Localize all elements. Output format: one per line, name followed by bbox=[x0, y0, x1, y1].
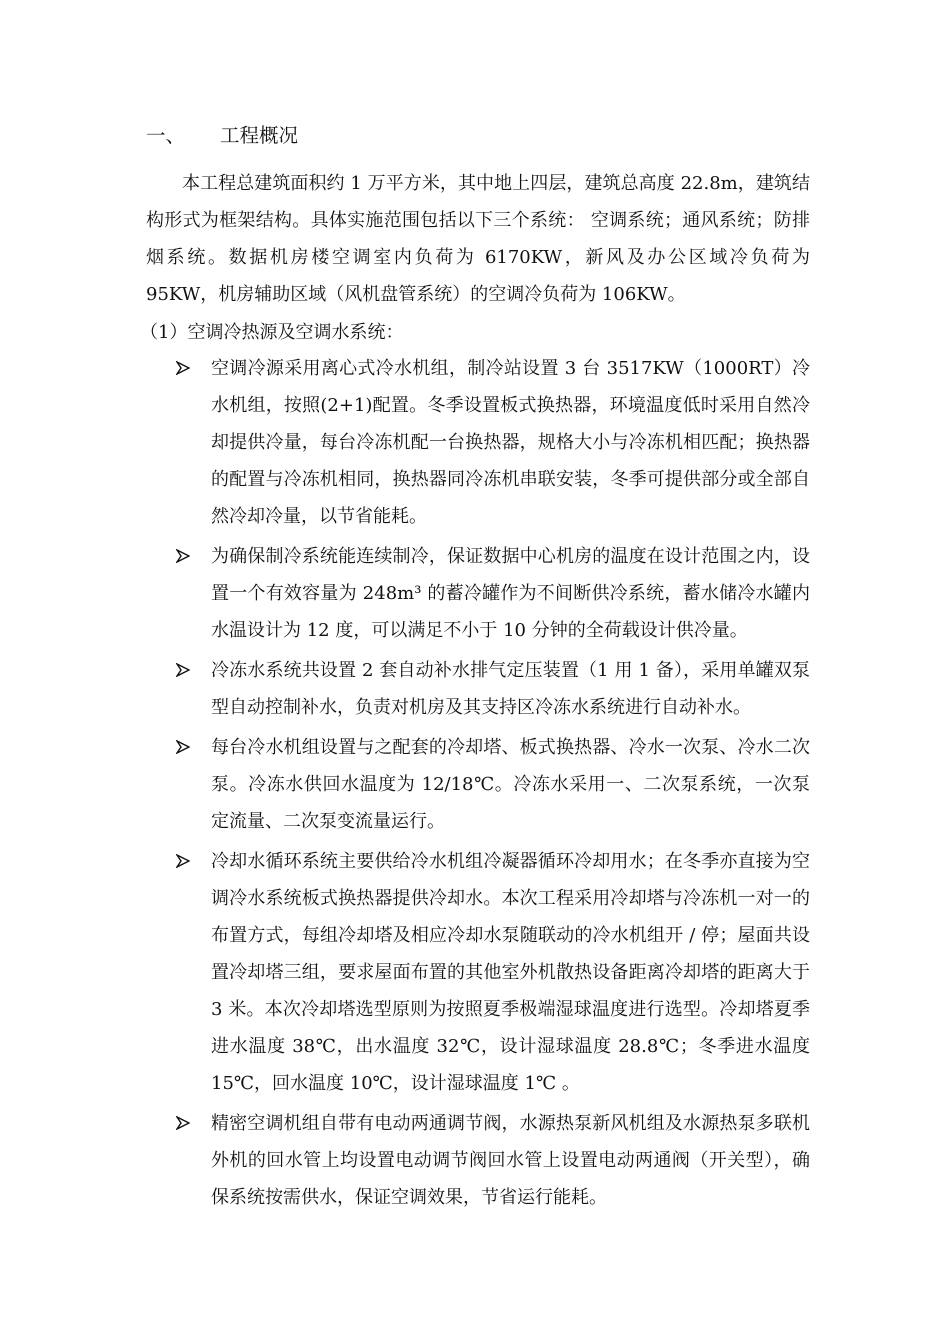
bullet-item bbox=[176, 538, 810, 649]
bullet-item bbox=[176, 843, 810, 1102]
arrowhead-bullet-icon bbox=[176, 549, 190, 563]
bullet-item bbox=[176, 652, 810, 726]
subsection-title: （1）空调冷热源及空调水系统： bbox=[140, 322, 404, 343]
bullet-text: 冷却水循环系统主要供给冷水机组冷凝器循环冷却用水；在冬季亦直接为空调冷水系统板式换热器提供冷却水。本次工程采用冷却塔与冷冻机一对一的布置方式，每组冷却塔及相应冷却水泵随联动的冷水机组开 / 停；屋面共设置冷却塔三组，要求屋面布置的其他室外机散热设备距离冷却塔的距离大于 3 米。本次冷却塔选型原则为按照夏季极端湿球温度进行选型。冷却塔夏季进水温度 38℃，出水温度 32℃，设计湿球温度 28.8℃；冬季进水温度 15℃，回水温度 10℃，设计湿球温度 1℃ 。 bbox=[211, 851, 810, 1094]
bullet-text: 每台冷水机组设置与之配套的冷却塔、板式换热器、冷水一次泵、冷水二次泵。冷冻水供回水温度为 12/18℃。冷冻水采用一、二次泵系统，一次泵定流量、二次泵变流量运行。 bbox=[211, 737, 810, 832]
arrowhead-bullet-icon bbox=[176, 854, 190, 868]
bullet-text: 为确保制冷系统能连续制冷，保证数据中心机房的温度在设计范围之内，设置一个有效容量为 248m³ 的蓄冷罐作为不间断供冷系统，蓄水储冷水罐内水温设计为 12 度，可以满足不小于 10 分钟的全荷载设计供冷量。 bbox=[211, 546, 810, 641]
section-heading bbox=[146, 122, 298, 150]
arrowhead-bullet-icon bbox=[176, 740, 190, 754]
arrowhead-bullet-icon bbox=[176, 1116, 190, 1130]
bullet-item bbox=[176, 729, 810, 840]
bullet-text: 冷冻水系统共设置 2 套自动补水排气定压装置（1 用 1 备），采用单罐双泵型自动控制补水，负责对机房及其支持区冷冻水系统进行自动补水。 bbox=[211, 660, 810, 718]
arrowhead-bullet-icon bbox=[176, 361, 190, 375]
intro-paragraph: 本工程总建筑面积约 1 万平方米，其中地上四层，建筑总高度 22.8m，建筑结构形式为框架结构。具体实施范围包括以下三个系统： 空调系统；通风系统；防排烟系统。数据机房楼空调室内负荷为 6170KW，新风及办公区域冷负荷为 95KW，机房辅助区域（风机盘管系统）的空调冷负荷为 106KW。 bbox=[146, 173, 810, 305]
section-title: 工程概况 bbox=[220, 124, 299, 147]
arrowhead-bullet-icon bbox=[176, 663, 190, 677]
bullet-text: 空调冷源采用离心式冷水机组，制冷站设置 3 台 3517KW（1000RT）冷水机组，按照(2+1)配置。冬季设置板式换热器，环境温度低时采用自然冷却提供冷量，每台冷冻机配一台换热器，规格大小与冷冻机相匹配；换热器的配置与冷冻机相同，换热器同冷冻机串联安装，冬季可提供部分或全部自然冷却冷量，以节省能耗。 bbox=[211, 358, 810, 527]
bullet-list bbox=[176, 350, 810, 1219]
bullet-text: 精密空调机组自带有电动两通调节阀，水源热泵新风机组及水源热泵多联机外机的回水管上均设置电动调节阀回水管上设置电动两通阀（开关型），确保系统按需供水，保证空调效果，节省运行能耗。 bbox=[211, 1113, 810, 1208]
section-number: 一、 bbox=[146, 124, 186, 147]
bullet-item bbox=[176, 1105, 810, 1216]
bullet-item bbox=[176, 350, 810, 535]
